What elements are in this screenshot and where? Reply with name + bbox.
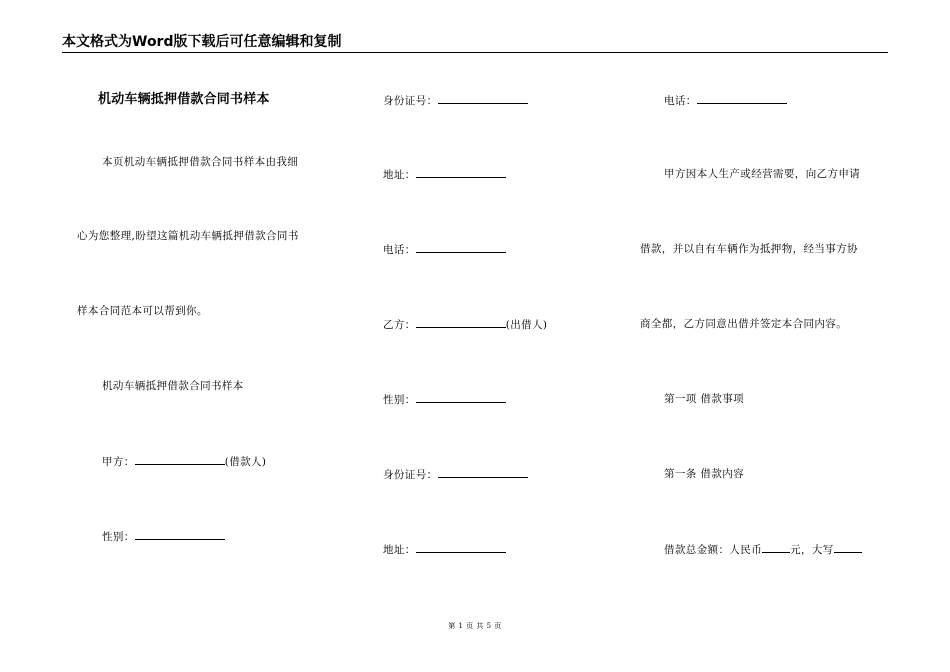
column-middle <box>340 0 620 672</box>
party-b-suffix: (出借人) <box>505 319 548 331</box>
id-label: 身份证号： <box>383 469 438 481</box>
phone-label: 电话： <box>383 244 416 256</box>
party-b-gender-row <box>383 392 506 407</box>
column-right <box>620 0 950 672</box>
id-label: 身份证号： <box>383 95 438 107</box>
party-a-address-row <box>383 167 506 182</box>
party-b-id-row <box>383 467 528 482</box>
id-blank <box>438 93 528 104</box>
section-heading: 第一项 借款事项 <box>664 393 745 405</box>
amount-words-blank <box>834 542 862 553</box>
column-left <box>0 0 340 672</box>
address-label: 地址： <box>383 544 416 556</box>
amount-unit: 元，大写 <box>790 544 834 556</box>
party-b-label: 乙方： <box>383 319 416 331</box>
party-a-suffix: (借款人) <box>224 456 267 468</box>
amount-row <box>664 542 862 557</box>
paragraph-line-2: 借款，并以自有车辆作为抵押物，经当事方协 <box>640 243 858 255</box>
gender-label: 性别： <box>383 394 416 406</box>
id-blank <box>438 467 528 478</box>
subtitle: 机动车辆抵押借款合同书样本 <box>102 380 244 392</box>
intro-line-2: 心为您整理,盼望这篇机动车辆抵押借款合同书 <box>77 230 299 242</box>
party-b-blank <box>416 317 506 328</box>
address-blank <box>416 167 506 178</box>
intro-line-1: 本页机动车辆抵押借款合同书样本由我细 <box>102 156 299 168</box>
party-b-phone-row <box>664 93 787 108</box>
article-heading: 第一条 借款内容 <box>664 468 745 480</box>
paragraph-line-1: 甲方因本人生产或经营需要，向乙方申请 <box>664 168 861 180</box>
gender-blank <box>416 392 506 403</box>
page-footer: 第 1 页 共 5 页 <box>448 622 502 630</box>
amount-blank <box>762 542 790 553</box>
party-b-row <box>383 317 547 332</box>
amount-label: 借款总金额：人民币 <box>664 544 763 556</box>
document-title: 机动车辆抵押借款合同书样本 <box>98 92 270 107</box>
paragraph-line-3: 商全都，乙方同意出借并签定本合同内容。 <box>640 318 848 330</box>
party-a-id-row <box>383 93 528 108</box>
intro-line-3: 样本合同范本可以帮到你。 <box>77 305 208 317</box>
party-a-phone-row <box>383 242 506 257</box>
party-a-blank <box>135 454 225 465</box>
address-blank <box>416 542 506 553</box>
gender-blank <box>135 529 225 540</box>
header-text: 本文格式为Word版下载后可任意编辑和复制 <box>62 34 342 50</box>
party-b-address-row <box>383 542 506 557</box>
gender-label: 性别： <box>102 531 135 543</box>
phone-label: 电话： <box>664 95 697 107</box>
address-label: 地址： <box>383 169 416 181</box>
party-a-row <box>102 454 266 469</box>
party-a-label: 甲方： <box>102 456 135 468</box>
phone-blank <box>697 93 787 104</box>
phone-blank <box>416 242 506 253</box>
party-a-gender-row <box>102 529 225 544</box>
